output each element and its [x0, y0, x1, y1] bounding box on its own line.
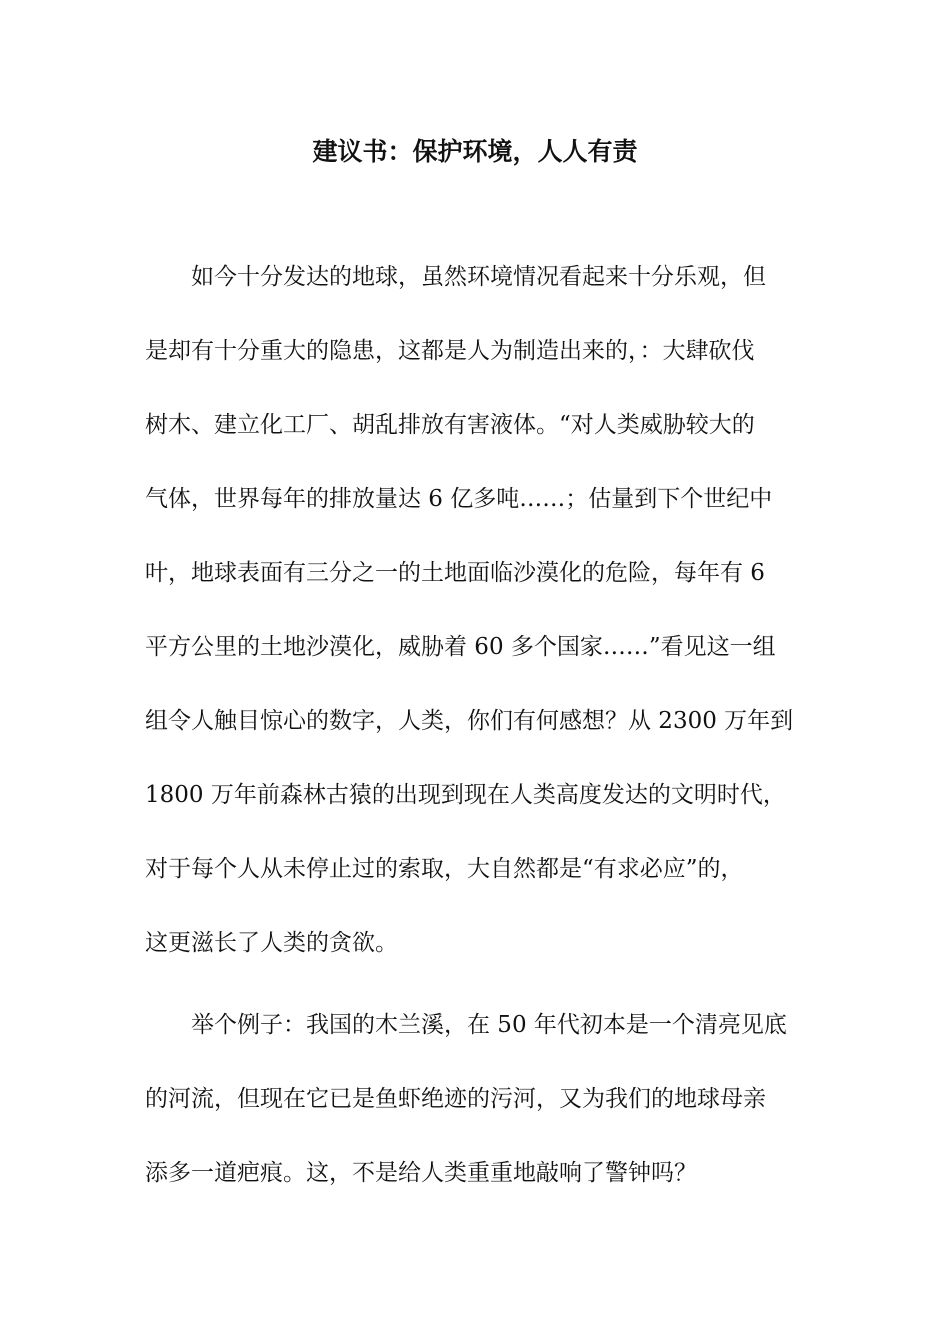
paragraph-line: 组令人触目惊心的数字，人类，你们有何感想？从 2300 万年到	[145, 708, 794, 734]
paragraph-line: 平方公里的土地沙漠化，威胁着 60 多个国家……”看见这一组	[145, 634, 776, 660]
paragraph-line: 如今十分发达的地球，虽然环境情况看起来十分乐观，但	[191, 264, 766, 290]
paragraph-line: 叶，地球表面有三分之一的土地面临沙漠化的危险，每年有 6	[145, 560, 765, 586]
paragraph-line: 对于每个人从未停止过的索取，大自然都是“有求必应”的，	[145, 856, 744, 882]
paragraph-1	[145, 240, 807, 980]
paragraph-line: 气体，世界每年的排放量达 6 亿多吨……；估量到下个世纪中	[145, 486, 773, 512]
paragraph-line: 1800 万年前森林古猿的出现到现在人类高度发达的文明时代，	[145, 782, 786, 808]
paragraph-line: 举个例子：我国的木兰溪，在 50 年代初本是一个清亮见底	[191, 1012, 787, 1038]
paragraph-line: 这更滋长了人类的贪欲。	[145, 930, 398, 956]
paragraph-2	[145, 988, 807, 1210]
paragraph-line: 的河流，但现在它已是鱼虾绝迹的污河，又为我们的地球母亲	[145, 1086, 766, 1112]
paragraph-line: 添多一道疤痕。这，不是给人类重重地敲响了警钟吗？	[145, 1160, 697, 1186]
document-title: 建议书：保护环境，人人有责	[312, 137, 638, 166]
paragraph-line: 是却有十分重大的隐患，这都是人为制造出来的，：大肆砍伐	[145, 338, 755, 364]
paragraph-line: 树木、建立化工厂、胡乱排放有害液体。“对人类威胁较大的	[145, 412, 755, 438]
